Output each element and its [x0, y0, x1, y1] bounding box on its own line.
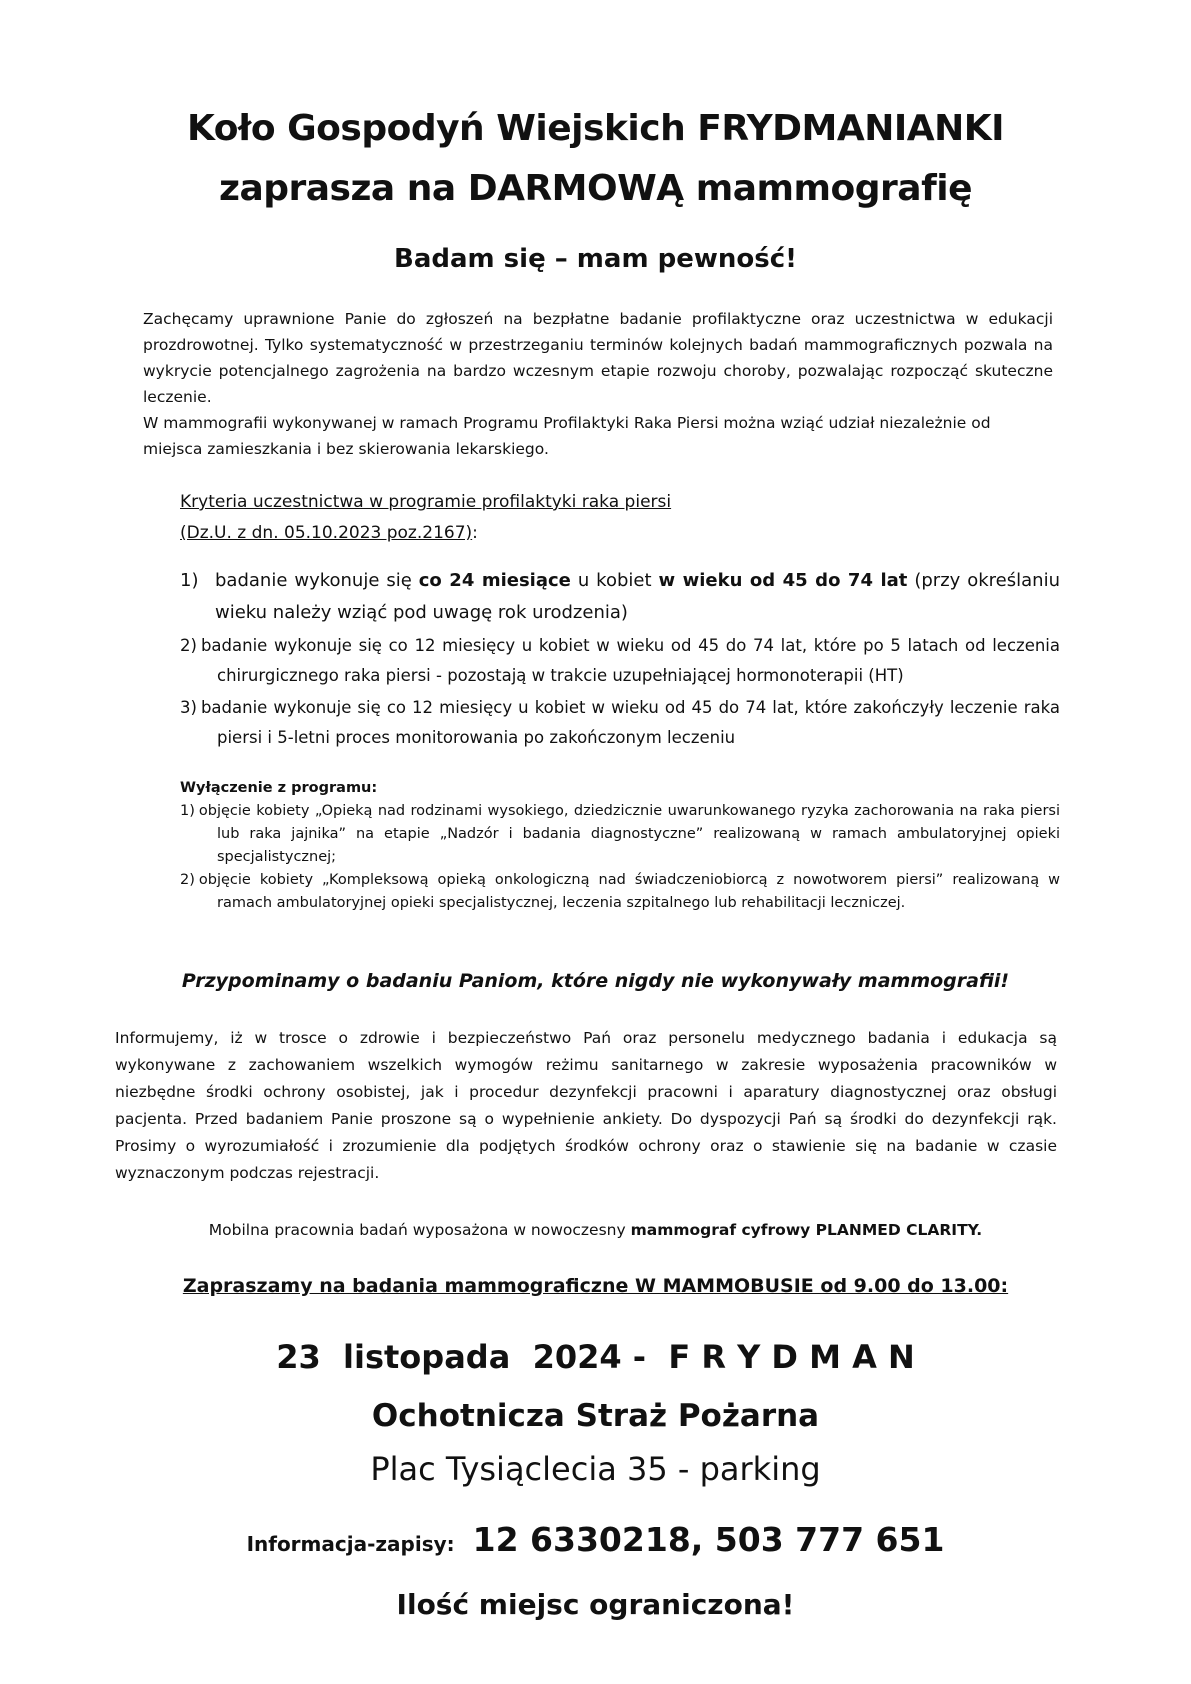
event-date-location: 23 listopada 2024 - F R Y D M A N: [276, 1338, 915, 1376]
criteria-item-1-bold-a: co 24 miesiące: [418, 570, 571, 591]
criteria-item-1-text-a: badanie wykonuje się: [215, 570, 412, 591]
criteria-list: [180, 565, 1060, 755]
contact-phones: 12 6330218, 503 777 651: [472, 1520, 945, 1559]
criteria-heading-line-1: Kryteria uczestnictwa w programie profilaktyki raka piersi: [180, 492, 672, 512]
exclusion-item-1-text: objęcie kobiety „Opieką nad rodzinami wysokiego, dziedzicznie uwarunkowanego ryzyka zachorowania na raka piersi lub raka jajnika” na etapie „Nadzór i badania diagnostyczne” realizowaną w ramach ambulatoryjnej opieki specjalistycznej;: [198, 803, 1060, 865]
event-address: Plac Tysiąclecia 35 - parking: [370, 1450, 821, 1488]
criteria-item-1-text-b: u kobiet: [577, 570, 652, 591]
info-paragraph: Informujemy, iż w trosce o zdrowie i bezpieczeństwo Pań oraz personelu medycznego badania i edukacja są wykonywane z zachowaniem wszelkich wymogów reżimu sanitarnego w zakresie wyposażenia pracowników w niezbędne środki ochrony osobistej, jak i procedur dezynfekcji pracowni i aparatury diagnostycznej oraz obsługi pacjenta. Przed badaniem Panie proszone są o wypełnienie ankiety. Do dyspozycji Pań są środki do dezynfekcji rąk. Prosimy o wyrozumiałość i zrozumienie dla podjętych środków ochrony oraz o stawienie się na badanie w czasie wyznaczonym podczas rejestracji.: [115, 1029, 1057, 1182]
criteria-item-3-number: 3): [180, 698, 197, 717]
exclusion-section: [180, 777, 1060, 915]
criteria-heading-colon: :: [472, 523, 478, 543]
limited-seats-notice: Ilość miejsc ograniczona!: [396, 1588, 795, 1621]
event-place: Ochotnicza Straż Pożarna: [371, 1398, 820, 1434]
criteria-item-2: [180, 631, 1060, 691]
exclusion-item-1: [180, 800, 1060, 869]
criteria-item-2-number: 2): [180, 636, 197, 655]
mobile-lab-line: [0, 1221, 1191, 1239]
contact-line: [0, 1520, 1191, 1559]
exclusion-item-1-number: 1): [180, 803, 195, 819]
mobile-lab-device: mammograf cyfrowy PLANMED CLARITY.: [630, 1221, 983, 1239]
subtitle: Badam się – mam pewność!: [394, 244, 797, 274]
exclusion-title: Wyłączenie z programu:: [180, 780, 378, 796]
criteria-item-3-text: badanie wykonuje się co 12 miesięcy u kobiet w wieku od 45 do 74 lat, które zakończyły leczenie raka piersi i 5-letni proces monitorowania po zakończonym leczeniu: [200, 698, 1060, 747]
intro-paragraph-2: W mammografii wykonywanej w ramach Programu Profilaktyki Raka Piersi można wziąć udział niezależnie od miejsca zamieszkania i bez skierowania lekarskiego.: [143, 414, 991, 458]
title-line-2: zaprasza na DARMOWĄ mammografię: [218, 168, 972, 209]
mobile-lab-text: Mobilna pracownia badań wyposażona w nowoczesny: [208, 1221, 631, 1239]
invite-line: Zapraszamy na badania mammograficzne W MAMMOBUSIE od 9.00 do 13.00:: [182, 1275, 1009, 1297]
intro-paragraph-1: Zachęcamy uprawnione Panie do zgłoszeń na bezpłatne badanie profilaktyczne oraz uczestnictwa w edukacji prozdrowotnej. Tylko systematyczność w przestrzeganiu terminów kolejnych badań mammograficznych pozwala na wykrycie potencjalnego zagrożenia na bardzo wczesnym etapie rozwoju choroby, pozwalając rozpocząć skuteczne leczenie.: [143, 310, 1053, 406]
intro-section: [143, 306, 1053, 462]
exclusion-item-2-number: 2): [180, 872, 195, 888]
contact-label: Informacja-zapisy:: [246, 1532, 455, 1556]
criteria-item-1-text-c: (przy określaniu wieku należy wziąć pod uwagę rok urodzenia): [215, 570, 1060, 623]
criteria-heading-line-2: (Dz.U. z dn. 05.10.2023 poz.2167): [180, 523, 473, 543]
exclusion-item-2-text: objęcie kobiety „Kompleksową opieką onkologiczną nad świadczeniobiorcą z nowotworem piersi” realizowaną w ramach ambulatoryjnej opieki specjalistycznej, leczenia szpitalnego lub rehabilitacji leczniczej.: [198, 872, 1060, 911]
title-line-1: Koło Gospodyń Wiejskich FRYDMANIANKI: [186, 108, 1005, 149]
reminder-text: Przypominamy o badaniu Paniom, które nigdy nie wykonywały mammografii!: [181, 970, 1010, 992]
criteria-heading: [180, 487, 1060, 549]
criteria-item-1: [180, 565, 1060, 629]
criteria-item-3: [180, 693, 1060, 753]
criteria-item-2-text: badanie wykonuje się co 12 miesięcy u kobiet w wieku od 45 do 74 lat, które po 5 latach od leczenia chirurgicznego raka piersi - pozostają w trakcie uzupełniającej hormonoterapii (HT): [200, 636, 1060, 685]
exclusion-item-2: [180, 869, 1060, 915]
criteria-item-1-bold-b: w wieku od 45 do 74 lat: [658, 570, 908, 591]
criteria-item-1-number: 1): [180, 570, 199, 591]
